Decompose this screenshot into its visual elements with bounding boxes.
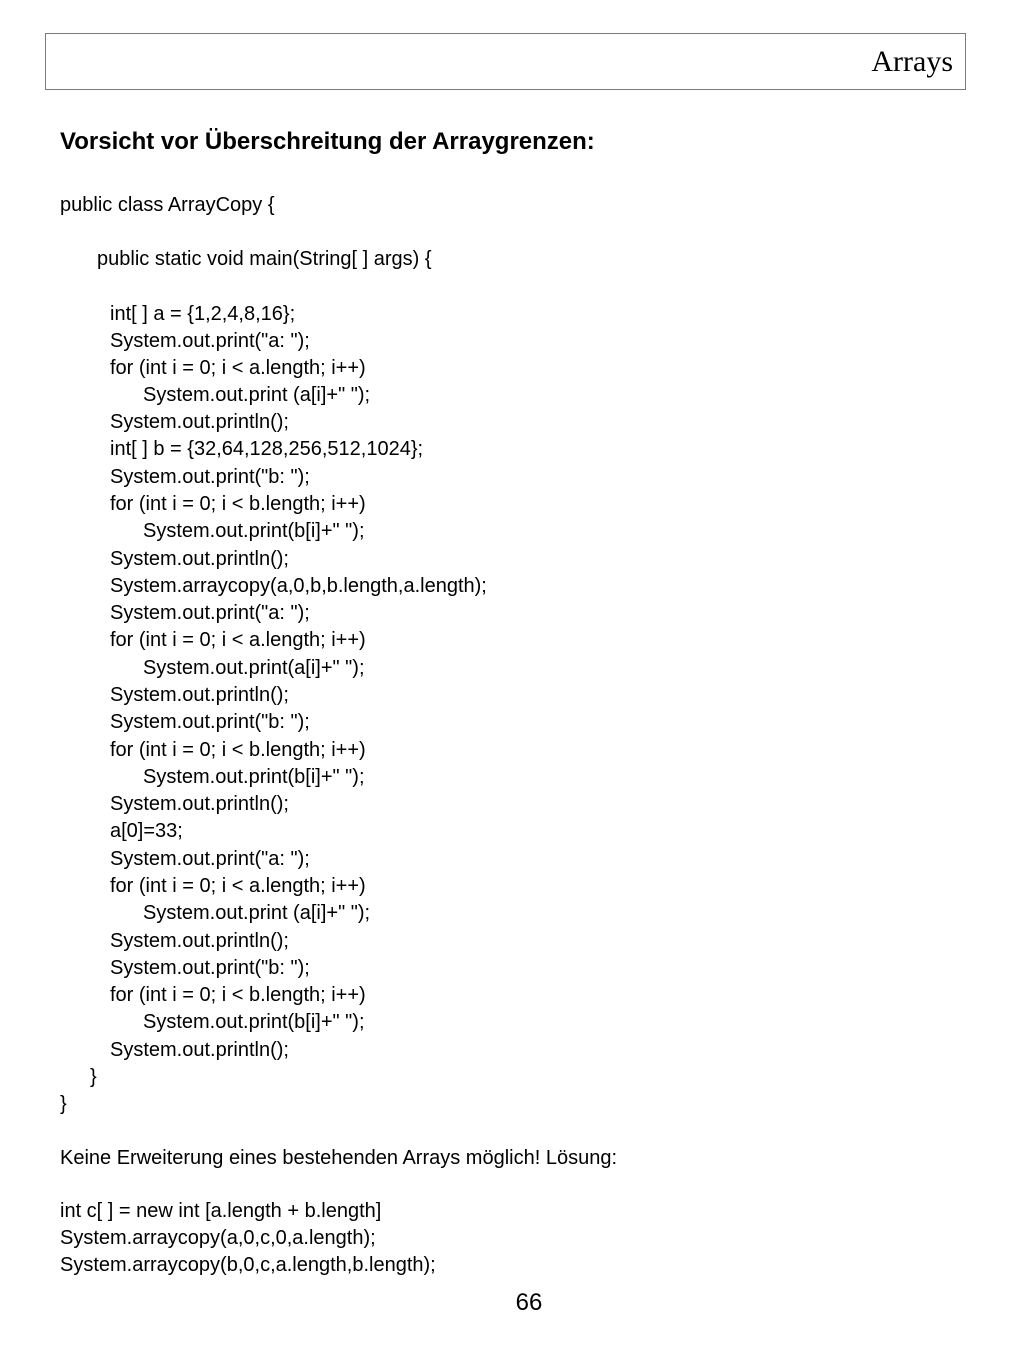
code-line: System.out.println(); [110,930,289,952]
solution-line: System.arraycopy(a,0,c,0,a.length); [60,1227,376,1249]
header-title: Arrays [871,45,953,78]
header-box [45,33,966,90]
code-line: System.out.print(b[i]+" "); [143,520,365,542]
code-line: for (int i = 0; i < b.length; i++) [110,984,366,1006]
code-line: System.out.print(a[i]+" "); [143,657,365,679]
code-line: System.out.print("a: "); [110,330,310,352]
code-line: System.out.print("b: "); [110,957,310,979]
code-line: a[0]=33; [110,820,183,842]
page-number: 66 [515,1289,543,1316]
code-close-class: } [60,1093,67,1115]
code-class-declaration: public class ArrayCopy { [60,194,275,216]
code-line: for (int i = 0; i < a.length; i++) [110,629,366,651]
code-line: System.out.print(b[i]+" "); [143,1011,365,1033]
code-line: System.out.println(); [110,1039,289,1061]
code-line: System.out.print("b: "); [110,466,310,488]
code-line: System.out.println(); [110,793,289,815]
code-close-main: } [90,1066,97,1088]
code-line: System.out.println(); [110,684,289,706]
code-main-declaration: public static void main(String[ ] args) { [97,248,432,270]
code-line: System.out.print("a: "); [110,848,310,870]
code-line: System.out.print (a[i]+" "); [143,384,371,406]
code-line: for (int i = 0; i < a.length; i++) [110,875,366,897]
code-line: int[ ] a = {1,2,4,8,16}; [110,303,296,325]
page-heading: Vorsicht vor Überschreitung der Arraygrenzen: [60,128,595,155]
code-line: System.out.println(); [110,411,289,433]
code-line: int[ ] b = {32,64,128,256,512,1024}; [110,438,424,460]
code-line: System.out.println(); [110,548,289,570]
code-line: for (int i = 0; i < b.length; i++) [110,493,366,515]
code-line: System.arraycopy(a,0,b,b.length,a.length); [110,575,487,597]
code-line: System.out.print(b[i]+" "); [143,766,365,788]
solution-line: int c[ ] = new int [a.length + b.length] [60,1200,382,1222]
code-line: System.out.print("a: "); [110,602,310,624]
code-line: System.out.print("b: "); [110,711,310,733]
code-line: System.out.print (a[i]+" "); [143,902,371,924]
code-line: for (int i = 0; i < b.length; i++) [110,739,366,761]
code-line: for (int i = 0; i < a.length; i++) [110,357,366,379]
note-text: Keine Erweiterung eines bestehenden Arrays möglich! Lösung: [60,1147,618,1169]
solution-line: System.arraycopy(b,0,c,a.length,b.length); [60,1254,436,1276]
